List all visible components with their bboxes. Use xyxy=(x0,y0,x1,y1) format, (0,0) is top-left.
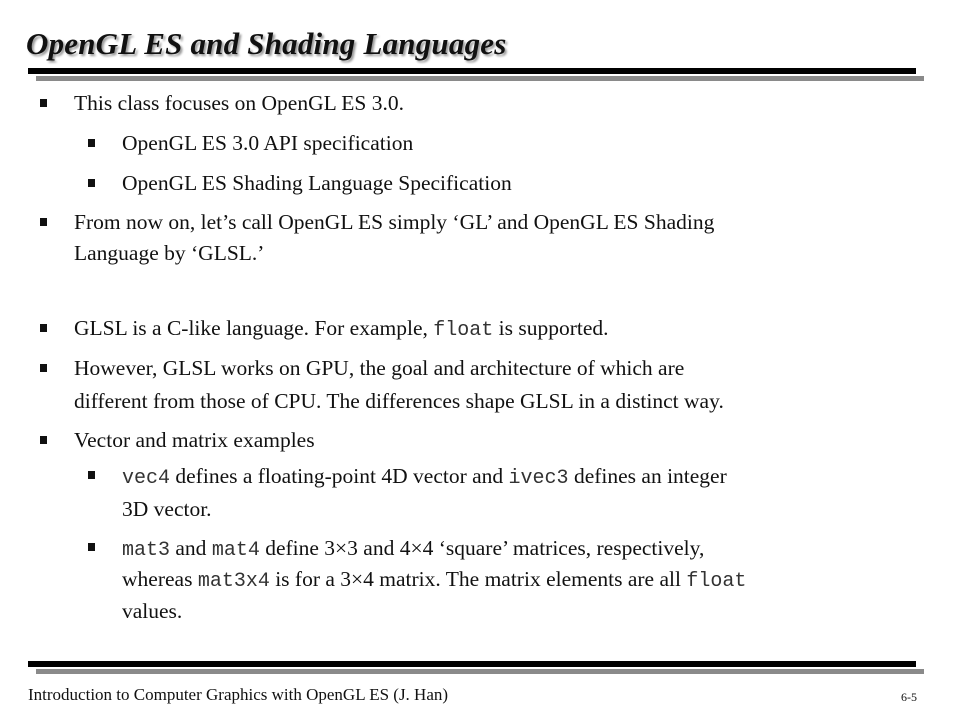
bullet-text: OpenGL ES Shading Language Specification xyxy=(122,171,512,195)
bullet-text: different from those of CPU. The differences shape GLSL in a distinct way. xyxy=(74,389,724,413)
footer-rule-gray xyxy=(36,669,924,674)
bullet-text: Vector and matrix examples xyxy=(74,428,315,452)
page-number: 6-5 xyxy=(901,690,917,704)
bullet-icon xyxy=(40,218,47,226)
bullet-icon xyxy=(40,99,47,107)
bullet-text: GLSL is a C-like language. For example, float is supported. xyxy=(74,316,609,342)
bullet-icon xyxy=(88,179,95,187)
bullet-icon xyxy=(40,436,47,444)
title-rule-black xyxy=(28,68,916,74)
bullet-icon xyxy=(88,471,95,479)
bullet-text: From now on, let’s call OpenGL ES simply ‘GL’ and OpenGL ES Shading xyxy=(74,210,715,234)
slide-title: OpenGL ES and Shading Languages xyxy=(26,26,507,61)
bullet-text: OpenGL ES 3.0 API specification xyxy=(122,131,414,155)
bullet-text: 3D vector. xyxy=(122,497,212,521)
bullet-text: Language by ‘GLSL.’ xyxy=(74,241,265,265)
bullet-text: This class focuses on OpenGL ES 3.0. xyxy=(74,91,405,115)
bullet-text: vec4 defines a floating-point 4D vector and ivec3 defines an integer xyxy=(122,464,727,490)
bullet-icon xyxy=(40,364,47,372)
bullet-text: whereas mat3x4 is for a 3×4 matrix. The matrix elements are all float xyxy=(122,567,747,593)
bullet-text: values. xyxy=(122,599,183,623)
footer-text: Introduction to Computer Graphics with OpenGL ES (J. Han) xyxy=(28,685,449,704)
bullet-icon xyxy=(40,324,47,332)
bullet-icon xyxy=(88,543,95,551)
title-rule-gray xyxy=(36,76,924,81)
bullet-text: mat3 and mat4 define 3×3 and 4×4 ‘square’ matrices, respectively, xyxy=(122,536,705,562)
bullet-text: However, GLSL works on GPU, the goal and architecture of which are xyxy=(74,356,685,380)
bullet-icon xyxy=(88,139,95,147)
footer-rule-black xyxy=(28,661,916,667)
